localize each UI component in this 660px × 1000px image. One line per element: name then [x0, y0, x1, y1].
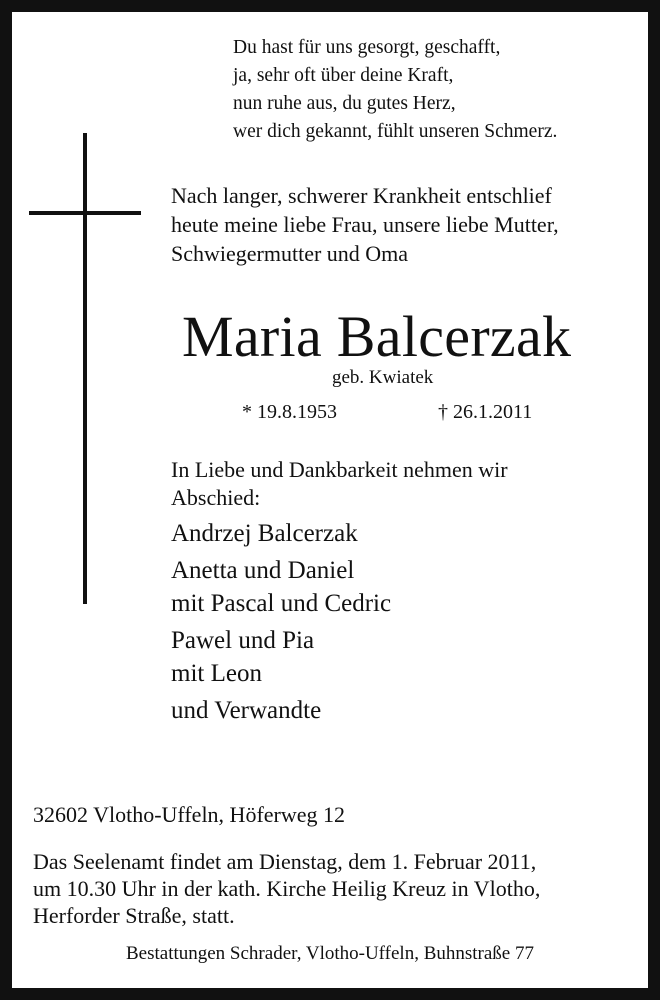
death-date: † 26.1.2011 [438, 401, 533, 423]
service-line: Das Seelenamt findet am Dienstag, dem 1. Februar 2011, [33, 849, 537, 874]
service-line: Herforder Straße, statt. [33, 903, 235, 928]
mourner-group [171, 694, 391, 727]
poem-line: ja, sehr oft über deine Kraft, [233, 65, 454, 86]
mourner-line: mit Pascal und Cedric [171, 590, 392, 617]
birth-date: * 19.8.1953 [242, 401, 337, 423]
cross-icon-bar [29, 211, 141, 215]
mourner-group [171, 624, 391, 690]
announcement-line: heute meine liebe Frau, unsere liebe Mutter, [171, 212, 559, 237]
mourner-group [171, 517, 391, 550]
announcement-line: Schwiegermutter und Oma [171, 241, 409, 266]
family-address: 32602 Vlotho-Uffeln, Höferweg 12 [33, 802, 346, 827]
mourner-group [171, 554, 391, 620]
maiden-name: geb. Kwiatek [332, 367, 434, 388]
farewell-line: Abschied: [171, 485, 261, 510]
poem-line: wer dich gekannt, fühlt unseren Schmerz. [233, 121, 558, 142]
mourner-line: mit Leon [171, 660, 262, 687]
deceased-name: Maria Balcerzak [182, 304, 572, 369]
mourner-line: Pawel und Pia [171, 627, 315, 654]
service-line: um 10.30 Uhr in der kath. Kirche Heilig Kreuz in Vlotho, [33, 876, 541, 901]
farewell-line: In Liebe und Dankbarkeit nehmen wir [171, 457, 508, 482]
poem-verse [233, 34, 557, 146]
mourner-line: Andrzej Balcerzak [171, 520, 358, 547]
cross-icon [83, 133, 87, 604]
service-info [33, 848, 540, 929]
mourners-list [171, 517, 391, 731]
mourner-line: und Verwandte [171, 697, 322, 724]
poem-line: nun ruhe aus, du gutes Herz, [233, 93, 456, 114]
poem-line: Du hast für uns gesorgt, geschafft, [233, 37, 501, 58]
death-announcement [171, 181, 559, 268]
farewell-text [171, 456, 508, 512]
funeral-home-footer: Bestattungen Schrader, Vlotho-Uffeln, Buhnstraße 77 [125, 943, 534, 964]
mourner-line: Anetta und Daniel [171, 557, 355, 584]
announcement-line: Nach langer, schwerer Krankheit entschlief [171, 183, 552, 208]
